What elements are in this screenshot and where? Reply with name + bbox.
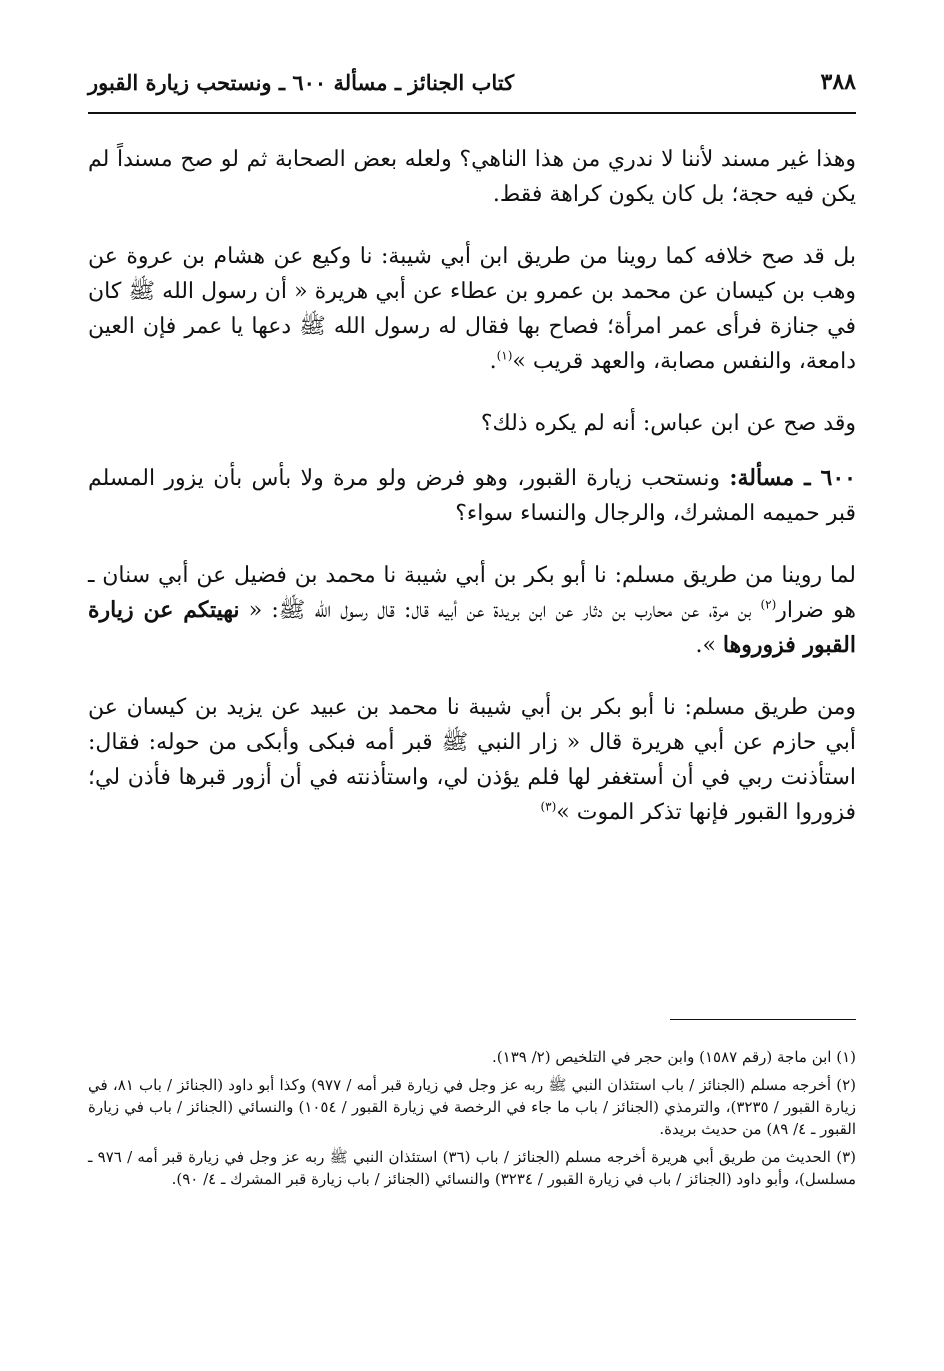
paragraph-text: بل قد صح خلافه كما روينا من طريق ابن أبي شيبة: نا وكيع عن هشام بن عروة عن وهب بن كيسان عن محمد بن عمرو بن عطاء عن أبي هريرة « أن رسول الله ﷺ كان في جنازة فرأى عمر امرأة؛ فصاح بها فقال له رسول الله ﷺ دعها يا عمر فإن العين دامعة، والنفس مصابة، والعهد قريب » [88, 244, 856, 374]
footnote-ref: (٣) [540, 799, 557, 814]
paragraph-end: ». [695, 633, 716, 658]
hadith-quote: نهيتكم عن زيارة القبور فزوروها [88, 597, 856, 658]
paragraph-text: بن مرة، عن محارب بن دثار عن ابن بريدة عن أبيه قال: قال رسول الله ﷺ: « [248, 598, 752, 623]
paragraph [88, 558, 856, 663]
footnote-divider [670, 1019, 856, 1020]
footnote-ref: (١) [496, 348, 513, 363]
paragraph-text: ونستحب زيارة القبور، وهو فرض ولو مرة ولا بأس بأن يزور المسلم قبر حميمه المشرك، والرجال والنساء سواء؟ [88, 466, 856, 526]
paragraph [88, 690, 856, 830]
paragraph-text: لما روينا من طريق مسلم: نا أبو بكر بن أبي شيبة نا محمد بن فضيل عن أبي سنان ـ هو ضرار [88, 563, 857, 623]
page-number: ٣٨٨ [820, 69, 856, 95]
paragraph [88, 406, 856, 441]
header-divider [88, 112, 856, 114]
footnote: (٣) الحديث من طريق أبي هريرة أخرجه مسلم (الجنائز / باب (٣٦) استئذان النبي ﷺ ربه عز وجل في زيارة قبر أمه / ٩٧٦ ـ مسلسل)، وأبو داود (الجنائز / باب في زيارة القبور / ٣٢٣٤) والنسائي (الجنائز / باب زيارة قبر المشرك ـ ٤/ ٩٠). [88, 1148, 856, 1188]
issue-label: ٦٠٠ ـ مسألة: [729, 465, 856, 491]
paragraph-end: . [489, 349, 497, 374]
paragraph [88, 142, 856, 212]
footnote-ref: (٢) [760, 597, 777, 612]
paragraph-text: وقد صح عن ابن عباس: أنه لم يكره ذلك؟ [480, 411, 856, 436]
main-text [88, 142, 856, 857]
paragraph [88, 239, 856, 379]
paragraph-text: ومن طريق مسلم: نا أبو بكر بن أبي شيبة نا محمد بن عبيد عن يزيد بن كيسان عن أبي حازم عن أبي هريرة قال « زار النبي ﷺ قبر أمه فبكى وأبكى من حوله: فقال: استأذنت ربي في أن أستغفر لها فلم يؤذن لي، واستأذنته في أن أزور قبرها فأذن لي؛ فزوروا القبور فإنها تذكر الموت » [88, 695, 856, 825]
paragraph-text: وهذا غير مسند لأننا لا ندري من هذا الناهي؟ ولعله بعض الصحابة ثم لو صح مسنداً لم يكن فيه حجة؛ بل كان يكون كراهة فقط. [88, 147, 856, 207]
issue-paragraph [88, 461, 856, 531]
footnote: (١) ابن ماجة (رقم ١٥٨٧) وابن حجر في التلخيص (٢/ ١٣٩). [492, 1048, 856, 1066]
running-header [88, 62, 856, 102]
header-title: كتاب الجنائز ـ مسألة ٦٠٠ ـ ونستحب زيارة القبور [88, 69, 515, 95]
footnotes [88, 1046, 856, 1196]
footnote: (٢) أخرجه مسلم (الجنائز / باب استئذان النبي ﷺ ربه عز وجل في زيارة قبر أمه / ٩٧٧) وكذا أبو داود (الجنائز / باب ٨١، في زيارة القبور / ٣٢٣٥)، والترمذي (الجنائز / باب ما جاء في الرخصة في زيارة القبور / ١٠٥٤) والنسائي (الجنائز / باب في زيارة القبور ـ ٤/ ٨٩) من حديث بريدة. [88, 1076, 856, 1138]
